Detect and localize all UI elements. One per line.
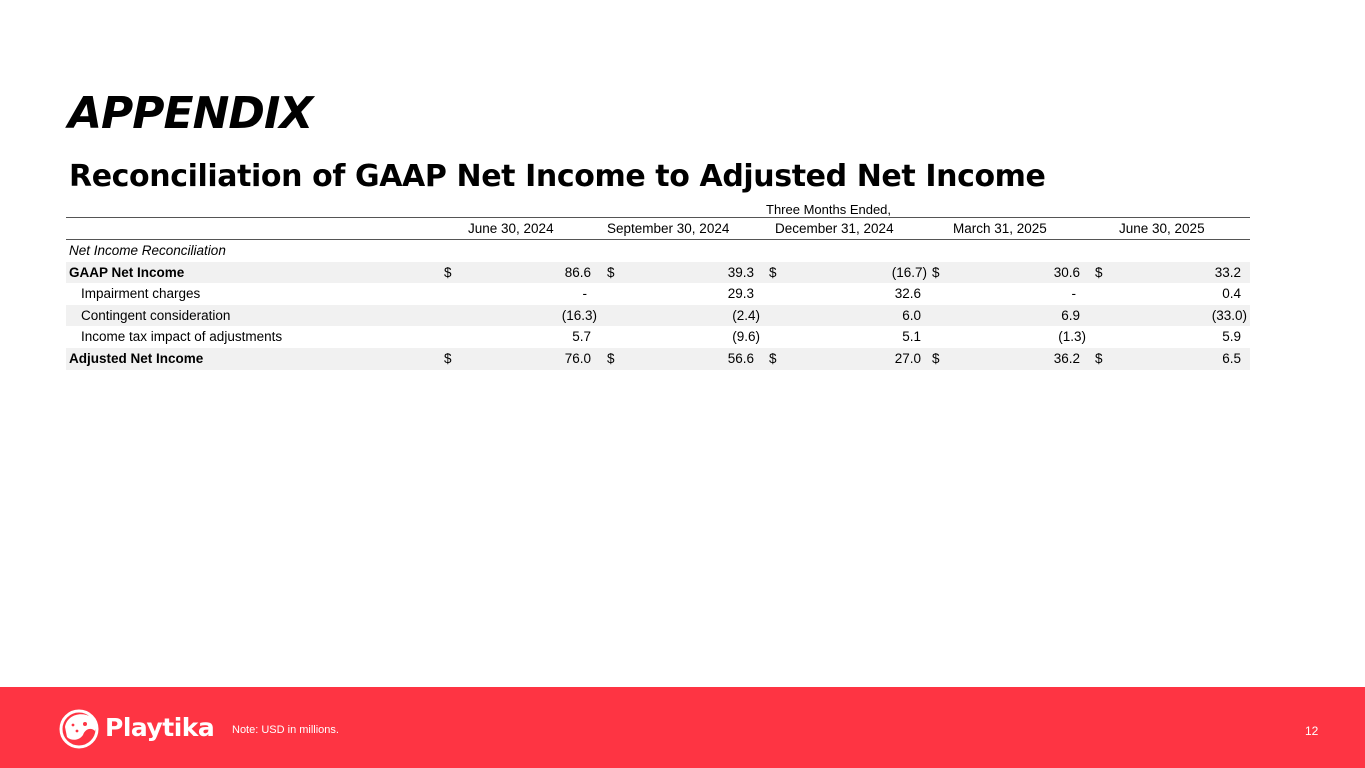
currency-symbol: $ (1095, 264, 1103, 280)
table-body (66, 240, 1250, 370)
cell-value: 86.6 (564, 264, 591, 280)
column-header: September 30, 2024 (607, 221, 730, 236)
cell-value: 27.0 (894, 350, 921, 366)
cell-value: (1.3) (1058, 329, 1086, 345)
cell-value: (16.3) (561, 307, 597, 323)
column-header: March 31, 2025 (953, 221, 1047, 236)
page-number: 12 (1305, 724, 1319, 738)
currency-symbol: $ (607, 350, 615, 366)
currency-symbol: $ (607, 264, 615, 280)
currency-symbol: $ (932, 264, 940, 280)
column-header: June 30, 2024 (468, 221, 554, 236)
cell-value: 32.6 (894, 286, 921, 302)
column-header-row (66, 218, 1250, 240)
row-label: Net Income Reconciliation (69, 243, 226, 258)
cell-value: (16.7) (891, 264, 927, 280)
row-label: Adjusted Net Income (69, 350, 204, 366)
footnote: Note: USD in millions. (232, 724, 339, 736)
currency-symbol: $ (444, 350, 452, 366)
page-heading: APPENDIX (68, 88, 313, 139)
cell-value: (9.6) (732, 329, 760, 345)
cell-value: 36.2 (1053, 350, 1080, 366)
table-row (66, 305, 1250, 327)
cell-value: 0.4 (1222, 286, 1241, 302)
table-row (66, 240, 1250, 262)
period-header-row (66, 200, 1250, 218)
currency-symbol: $ (444, 264, 452, 280)
page-subtitle: Reconciliation of GAAP Net Income to Adjusted Net Income (69, 159, 1046, 194)
currency-symbol: $ (769, 350, 777, 366)
cell-value: 6.5 (1222, 350, 1241, 366)
row-label: Impairment charges (81, 286, 201, 302)
cell-value: 56.6 (727, 350, 754, 366)
cell-value: 29.3 (727, 286, 754, 302)
cell-value: 33.2 (1214, 264, 1241, 280)
currency-symbol: $ (769, 264, 777, 280)
cell-value: 76.0 (564, 350, 591, 366)
cell-value: 6.9 (1061, 307, 1080, 323)
period-header: Three Months Ended, (766, 202, 892, 217)
column-header: December 31, 2024 (775, 221, 894, 236)
currency-symbol: $ (1095, 350, 1103, 366)
row-label: GAAP Net Income (69, 264, 185, 280)
row-label: Income tax impact of adjustments (81, 329, 283, 345)
cell-value: - (582, 286, 587, 302)
cell-value: 39.3 (727, 264, 754, 280)
table-row (66, 348, 1250, 370)
cell-value: (2.4) (732, 307, 760, 323)
cell-value: 5.7 (572, 329, 591, 345)
cheetah-head-icon (57, 707, 102, 749)
table-row (66, 326, 1250, 348)
reconciliation-table (66, 200, 1250, 370)
brand-logo-text: Playtika (105, 713, 215, 742)
cell-value: 30.6 (1053, 264, 1080, 280)
table-row (66, 283, 1250, 305)
cell-value: 6.0 (902, 307, 921, 323)
cell-value: (33.0) (1211, 307, 1247, 323)
cell-value: - (1071, 286, 1076, 302)
cell-value: 5.1 (902, 329, 921, 345)
row-label: Contingent consideration (81, 307, 231, 323)
column-header: June 30, 2025 (1119, 221, 1205, 236)
cell-value: 5.9 (1222, 329, 1241, 345)
table-row (66, 262, 1250, 284)
currency-symbol: $ (932, 350, 940, 366)
